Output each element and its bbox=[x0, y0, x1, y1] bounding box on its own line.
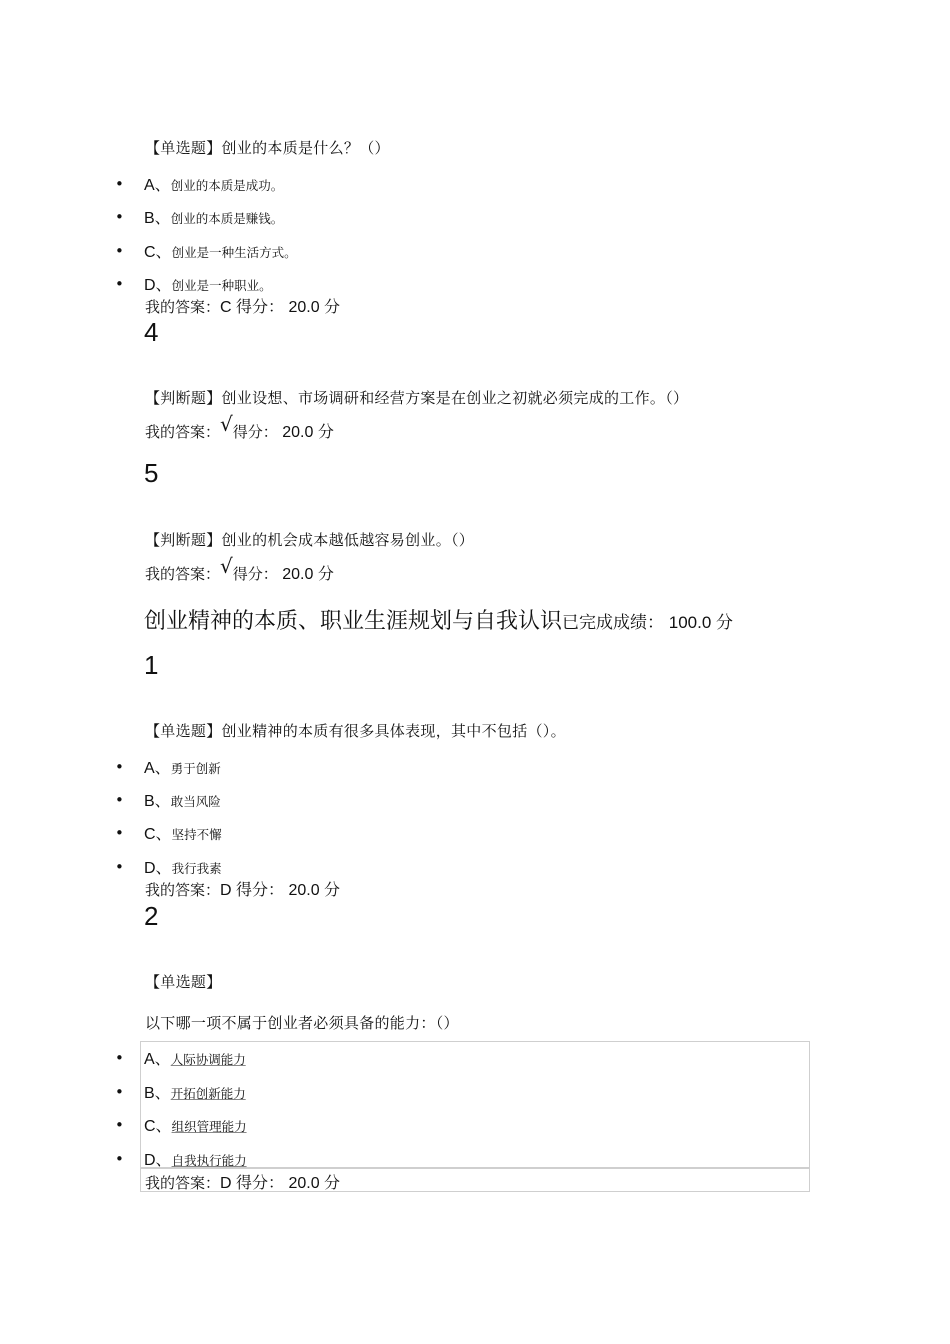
answer-label: 我的答案： bbox=[145, 1174, 221, 1192]
option-letter: A、 bbox=[144, 177, 171, 194]
bullet: • bbox=[115, 275, 124, 293]
option-b[interactable] bbox=[144, 788, 221, 811]
question-text: 【判断题】创业设想、市场调研和经营方案是在创业之初就必须完成的工作。（） bbox=[145, 389, 689, 407]
answer-value: C 得分： 20.0 分 bbox=[220, 299, 341, 316]
bullet: • bbox=[115, 858, 124, 876]
bullet: • bbox=[115, 824, 124, 842]
bullet: • bbox=[115, 1150, 124, 1168]
question-number: 1 bbox=[144, 650, 159, 680]
bullet: • bbox=[115, 1116, 124, 1134]
option-letter: D、 bbox=[144, 277, 172, 294]
option-a[interactable] bbox=[144, 1046, 246, 1069]
option-a[interactable] bbox=[144, 755, 221, 778]
bullet: • bbox=[115, 758, 124, 776]
bullet: • bbox=[115, 791, 124, 809]
score-label: 得分： bbox=[232, 423, 278, 441]
question-text: 【判断题】创业的机会成本越低越容易创业。（） bbox=[145, 531, 475, 549]
section-score: 100.0 分 bbox=[664, 613, 734, 632]
bullet: • bbox=[115, 175, 124, 193]
section-header bbox=[144, 604, 733, 635]
bullet: • bbox=[115, 242, 124, 260]
section-title: 创业精神的本质、职业生涯规划与自我认识 bbox=[144, 609, 563, 634]
option-d[interactable] bbox=[144, 1147, 247, 1170]
option-text: 组织管理能力 bbox=[171, 1119, 247, 1134]
option-letter: D、 bbox=[144, 860, 172, 877]
option-letter: C、 bbox=[144, 826, 172, 843]
option-text: 敢当风险 bbox=[170, 794, 221, 809]
my-answer bbox=[145, 877, 340, 900]
question-number: 4 bbox=[144, 317, 159, 347]
question-text: 【单选题】创业精神的本质有很多具体表现，其中不包括（）。 bbox=[145, 722, 566, 740]
option-letter: A、 bbox=[144, 760, 171, 777]
question-text: 以下哪一项不属于创业者必须具备的能力：（） bbox=[145, 1014, 459, 1032]
option-text: 创业的本质是成功。 bbox=[170, 178, 284, 193]
option-text: 创业是一种职业。 bbox=[171, 278, 272, 293]
option-d[interactable] bbox=[144, 272, 272, 295]
option-text: 自我执行能力 bbox=[171, 1153, 247, 1168]
check-mark-icon: √ bbox=[220, 412, 233, 436]
my-answer bbox=[145, 554, 334, 584]
option-text: 我行我素 bbox=[171, 861, 222, 876]
score-label: 得分： bbox=[232, 565, 278, 583]
score-value: 20.0 分 bbox=[277, 566, 334, 583]
option-a[interactable] bbox=[144, 172, 283, 195]
option-b[interactable] bbox=[144, 1080, 246, 1103]
answer-label: 我的答案： bbox=[145, 298, 221, 316]
option-text: 创业是一种生活方式。 bbox=[171, 245, 297, 260]
question-number: 5 bbox=[144, 458, 159, 488]
question-text: 【单选题】创业的本质是什么？（） bbox=[145, 139, 390, 157]
option-letter: D、 bbox=[144, 1152, 172, 1169]
option-c[interactable] bbox=[144, 1113, 247, 1136]
option-b[interactable] bbox=[144, 205, 283, 228]
option-letter: C、 bbox=[144, 1118, 172, 1135]
my-answer bbox=[145, 294, 340, 317]
section-status: 已完成成绩： bbox=[562, 613, 665, 633]
option-text: 勇于创新 bbox=[170, 761, 221, 776]
bullet: • bbox=[115, 1049, 124, 1067]
option-c[interactable] bbox=[144, 821, 222, 844]
option-letter: C、 bbox=[144, 244, 172, 261]
answer-label: 我的答案： bbox=[145, 565, 221, 583]
bullet: • bbox=[115, 1083, 124, 1101]
option-text: 人际协调能力 bbox=[170, 1052, 246, 1067]
question-number: 2 bbox=[144, 901, 159, 931]
option-text: 创业的本质是赚钱。 bbox=[170, 211, 284, 226]
bullet: • bbox=[115, 208, 124, 226]
option-d[interactable] bbox=[144, 855, 222, 878]
option-text: 开拓创新能力 bbox=[170, 1086, 246, 1101]
option-letter: B、 bbox=[144, 793, 171, 810]
answer-value: D 得分： 20.0 分 bbox=[220, 882, 341, 899]
check-mark-icon: √ bbox=[220, 554, 233, 578]
my-answer bbox=[145, 412, 334, 442]
my-answer bbox=[145, 1170, 340, 1193]
question-type: 【单选题】 bbox=[145, 973, 222, 991]
option-letter: A、 bbox=[144, 1051, 171, 1068]
option-letter: B、 bbox=[144, 1085, 171, 1102]
answer-label: 我的答案： bbox=[145, 881, 221, 899]
option-c[interactable] bbox=[144, 239, 297, 262]
answer-value: D 得分： 20.0 分 bbox=[220, 1175, 341, 1192]
answer-label: 我的答案： bbox=[145, 423, 221, 441]
option-letter: B、 bbox=[144, 210, 171, 227]
score-value: 20.0 分 bbox=[277, 424, 334, 441]
option-text: 坚持不懈 bbox=[171, 827, 222, 842]
